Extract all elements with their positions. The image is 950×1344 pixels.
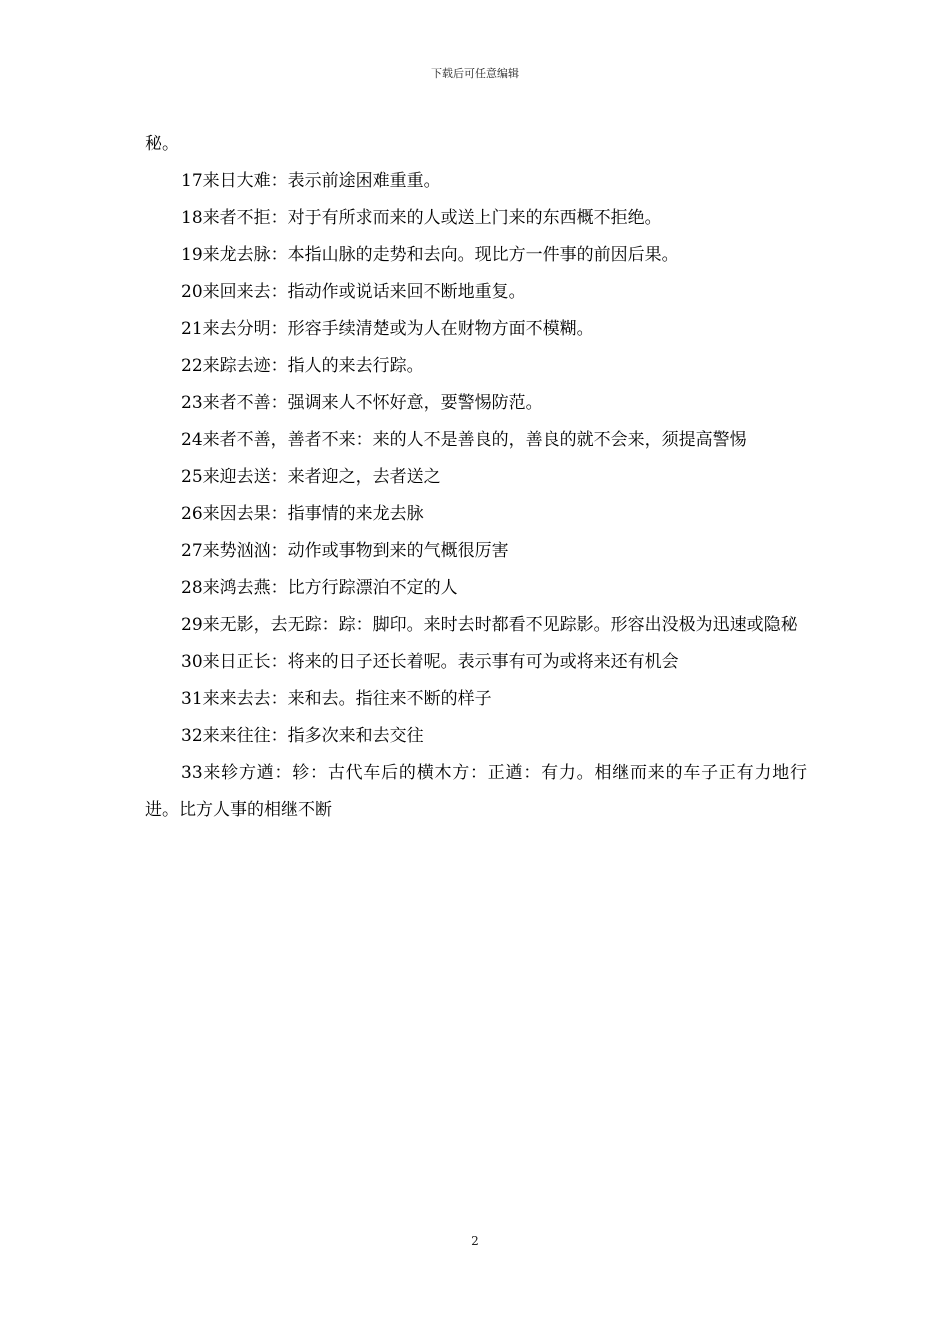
- page-number: 2: [471, 1234, 479, 1248]
- page-header: 下载后可任意编辑: [431, 67, 519, 80]
- idiom-entry-20: 20来回来去：指动作或说话来回不断地重复。: [181, 282, 526, 302]
- idiom-entry-22: 22来踪去迹：指人的来去行踪。: [181, 356, 424, 376]
- idiom-entry-32: 32来来往往：指多次来和去交往: [181, 726, 424, 746]
- idiom-entry-29: 29来无影，去无踪：踪：脚印。来时去时都看不见踪影。形容出没极为迅速或隐秘: [181, 615, 798, 635]
- idiom-entry-31: 31来来去去：来和去。指往来不断的样子: [181, 689, 492, 709]
- idiom-entry-18: 18来者不拒：对于有所求而来的人或送上门来的东西概不拒绝。: [181, 208, 662, 228]
- idiom-entry-24: 24来者不善，善者不来：来的人不是善良的，善良的就不会来，须提高警惕: [181, 430, 747, 450]
- idiom-entry-33: 33来轸方遒：轸：古代车后的横木方：正遒：有力。相继而来的车子正有力地行进。比方人事的相继不断: [145, 763, 807, 820]
- idiom-entry-26: 26来因去果：指事情的来龙去脉: [181, 504, 424, 524]
- idiom-entry-17: 17来日大难：表示前途困难重重。: [181, 171, 441, 191]
- paragraph-continuation: 秘。: [145, 134, 179, 154]
- document-body: [145, 126, 807, 829]
- idiom-entry-19: 19来龙去脉：本指山脉的走势和去向。现比方一件事的前因后果。: [181, 245, 679, 265]
- idiom-entry-28: 28来鸿去燕：比方行踪漂泊不定的人: [181, 578, 458, 598]
- idiom-entry-27: 27来势汹汹：动作或事物到来的气概很厉害: [181, 541, 509, 561]
- idiom-entry-23: 23来者不善：强调来人不怀好意，要警惕防范。: [181, 393, 543, 413]
- idiom-entry-30: 30来日正长：将来的日子还长着呢。表示事有可为或将来还有机会: [181, 652, 679, 672]
- idiom-entry-25: 25来迎去送：来者迎之，去者送之: [181, 467, 441, 487]
- idiom-entry-21: 21来去分明：形容手续清楚或为人在财物方面不模糊。: [181, 319, 594, 339]
